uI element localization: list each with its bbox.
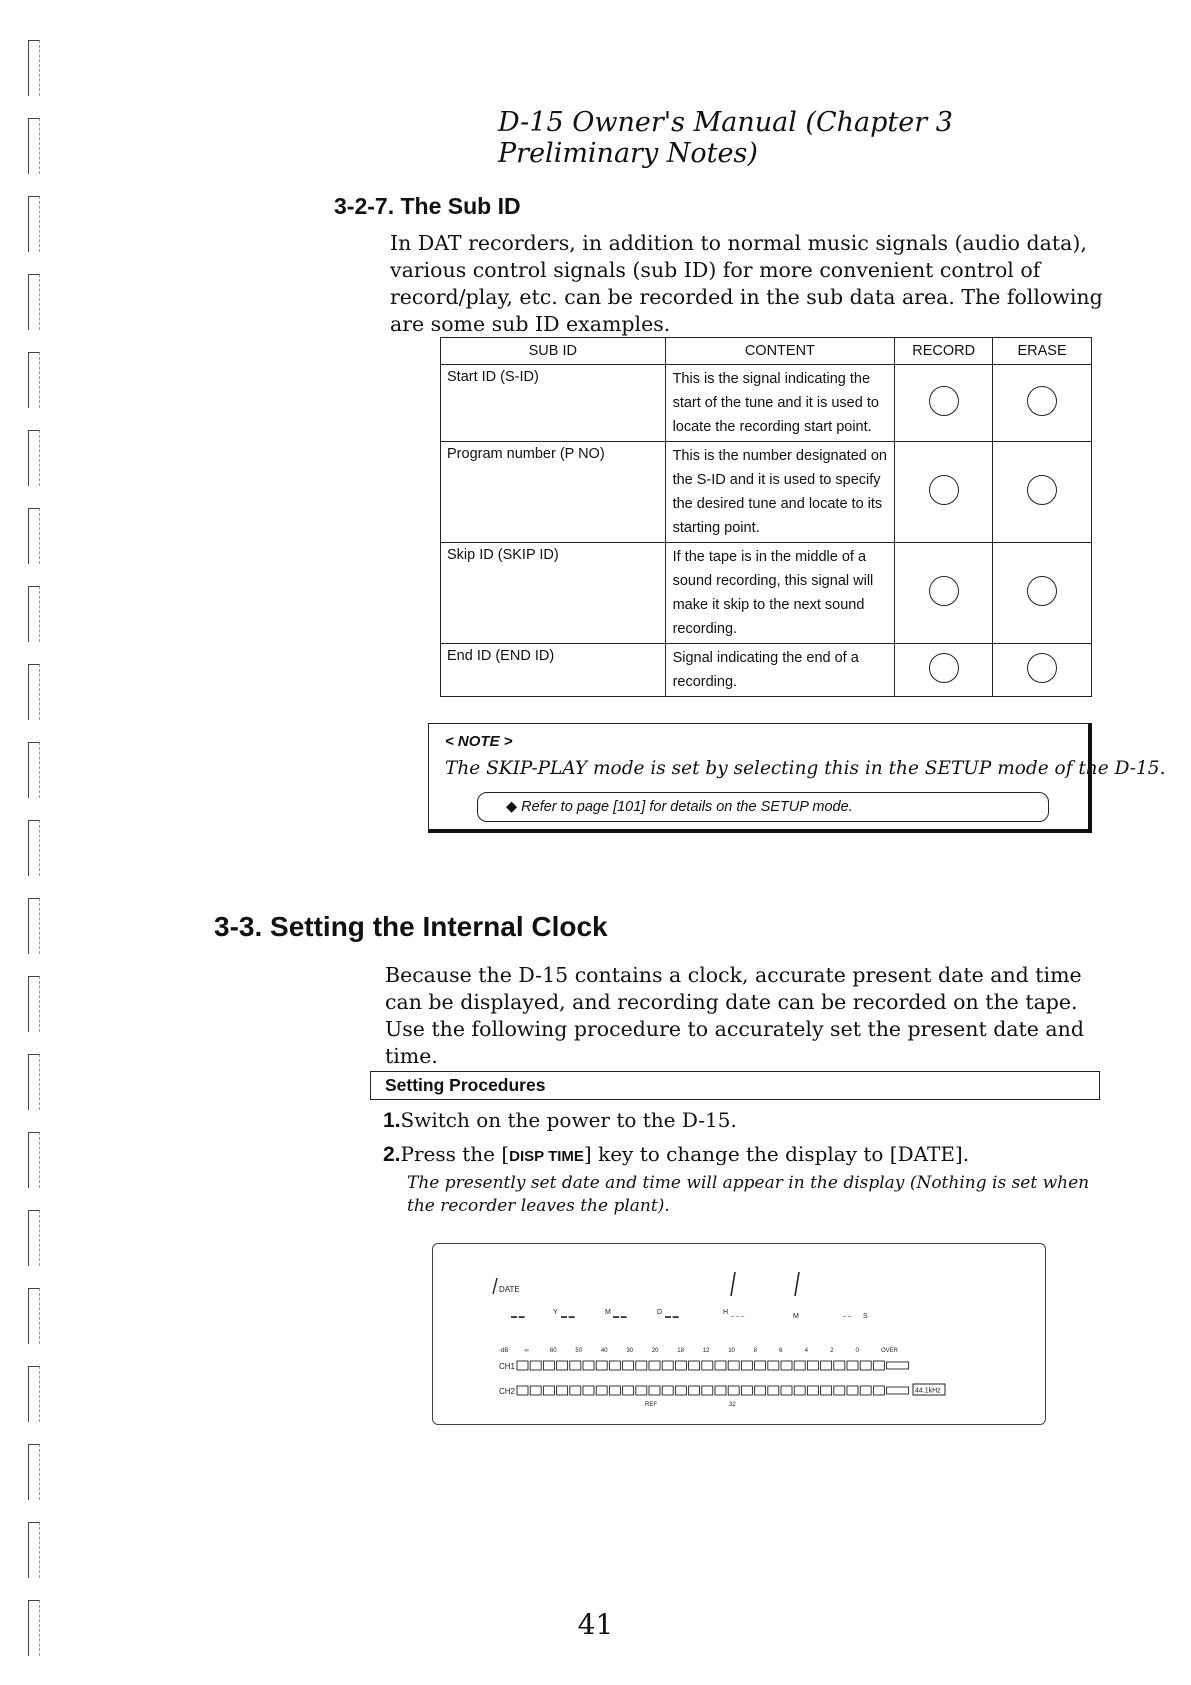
- scale-tick-label: OVER: [881, 1348, 899, 1354]
- meter-over-segment: [887, 1387, 909, 1394]
- column-header: ERASE: [993, 338, 1092, 365]
- sub-id-cell: Program number (P NO): [441, 442, 666, 543]
- meter-segment: [636, 1386, 647, 1395]
- table-header-row: [441, 338, 1092, 365]
- month-label: M: [605, 1309, 611, 1316]
- date-indicator: DATE: [499, 1285, 520, 1294]
- step-note: The presently set date and time will appear in the display (Nothing is set when the recorder leaves the plant).: [407, 1173, 1090, 1216]
- erase-cell: [993, 442, 1092, 543]
- day-label: D: [657, 1309, 663, 1316]
- clock-intro: Because the D-15 contains a clock, accurate present date and time can be displayed, and recording date can be recorded on the tape. Use the following procedure to accurately set the present date and time.: [385, 963, 1084, 1068]
- date-separator-slash: [795, 1272, 799, 1296]
- scale-tick-label: 20: [651, 1348, 659, 1354]
- meter-segment: [715, 1386, 726, 1395]
- page-reference-link[interactable]: ◆ Refer to page [101] for details on the SETUP mode.: [506, 799, 853, 815]
- record-cell: [895, 442, 993, 543]
- meter-segment: [794, 1386, 805, 1395]
- circle-mark-icon: [1027, 386, 1057, 416]
- table-row: [441, 365, 1092, 442]
- note-box: [428, 723, 1166, 833]
- svg-text:– – –: – – –: [731, 1314, 745, 1320]
- note-text: The SKIP-PLAY mode is set by selecting this in the SETUP mode of the D-15.: [445, 758, 1166, 779]
- meter-segment: [596, 1386, 607, 1395]
- ref-indicator: REF: [645, 1402, 657, 1408]
- scale-tick-label: 50: [575, 1348, 583, 1354]
- circle-mark-icon: [1027, 475, 1057, 505]
- circle-mark-icon: [929, 653, 959, 683]
- sub-id-intro: In DAT recorders, in addition to normal music signals (audio data), various control signals (sub ID) for more convenient control of record/play, etc. can be recorded in the sub data area. The following are some sub ID examples.: [390, 231, 1103, 336]
- second-label: S: [863, 1313, 868, 1320]
- column-header: CONTENT: [665, 338, 895, 365]
- content-cell: This is the number designated on the S-ID and it is used to specify the desired tune and locate to its starting point.: [665, 442, 895, 543]
- svg-text:▬ ▬: ▬ ▬: [665, 1314, 679, 1320]
- meter-segment: [675, 1361, 686, 1370]
- record-cell: [895, 543, 993, 644]
- svg-text:▬ ▬: ▬ ▬: [613, 1314, 627, 1320]
- meter-segment: [847, 1361, 858, 1370]
- scale-tick-label: 0: [855, 1348, 859, 1354]
- meter-segment: [860, 1361, 871, 1370]
- table-row: [441, 644, 1092, 697]
- meter-segment: [741, 1361, 752, 1370]
- svg-text:– –: – –: [843, 1314, 852, 1320]
- meter-segment: [570, 1386, 581, 1395]
- hour-label: H: [723, 1309, 729, 1316]
- page-number: 41: [577, 1608, 614, 1641]
- meter-segment: [715, 1361, 726, 1370]
- meter-segment: [807, 1361, 818, 1370]
- disp-time-key-label: DISP TIME: [509, 1148, 584, 1165]
- meter-segment: [543, 1386, 554, 1395]
- lcd-display-illustration: [432, 1243, 1046, 1425]
- meter-segment: [728, 1361, 739, 1370]
- scale-tick-label: 2: [830, 1348, 834, 1354]
- meter-segment: [530, 1386, 541, 1395]
- minute-label: M: [793, 1313, 799, 1320]
- scale-tick-label: -dB: [499, 1348, 509, 1354]
- meter-segment: [609, 1386, 620, 1395]
- erase-cell: [993, 543, 1092, 644]
- step-text: Switch on the power to the D-15.: [400, 1108, 737, 1132]
- record-cell: [895, 365, 993, 442]
- meter-segment: [609, 1361, 620, 1370]
- meter-segment: [702, 1361, 713, 1370]
- meter-segment: [517, 1361, 528, 1370]
- meter-segment: [873, 1361, 884, 1370]
- meter-segment: [728, 1386, 739, 1395]
- circle-mark-icon: [1027, 576, 1057, 606]
- meter-segment: [689, 1386, 700, 1395]
- circle-mark-icon: [1027, 653, 1057, 683]
- step-number: 1.: [383, 1109, 401, 1132]
- sub-id-cell: End ID (END ID): [441, 644, 666, 697]
- meter-segment: [557, 1361, 568, 1370]
- sample-32k-indicator: 32: [729, 1402, 736, 1408]
- sample-rate-indicator: 44.1kHz: [915, 1387, 941, 1395]
- step-1: [383, 1108, 737, 1133]
- lcd-display-svg: [433, 1244, 1045, 1424]
- meter-over-segment: [887, 1362, 909, 1369]
- running-header: D-15 Owner's Manual (Chapter 3 Preliminary Notes): [498, 107, 953, 169]
- scale-tick-label: 10: [728, 1348, 735, 1354]
- meter-segment: [530, 1361, 541, 1370]
- meter-segment: [768, 1361, 779, 1370]
- meter-segment: [649, 1361, 660, 1370]
- column-header: SUB ID: [441, 338, 666, 365]
- lcd-slash-mark: [493, 1278, 497, 1294]
- step-2: [383, 1142, 969, 1167]
- erase-cell: [993, 365, 1092, 442]
- scale-tick-label: 18: [677, 1348, 684, 1354]
- scale-tick-label: 60: [549, 1348, 557, 1354]
- meter-segment: [662, 1361, 673, 1370]
- scale-tick-label: 8: [753, 1348, 758, 1354]
- meter-segment: [675, 1386, 686, 1395]
- binding-marks: [28, 40, 48, 1660]
- circle-mark-icon: [929, 475, 959, 505]
- meter-segment: [821, 1386, 832, 1395]
- meter-segment: [741, 1386, 752, 1395]
- step-text-before: Press the [: [400, 1142, 510, 1166]
- year-label: Y: [553, 1309, 558, 1316]
- meter-scale-labels: [499, 1348, 899, 1354]
- content-cell: Signal indicating the end of a recording.: [665, 644, 895, 697]
- ch2-label: CH2: [499, 1387, 516, 1396]
- meter-segment: [807, 1386, 818, 1395]
- sub-id-table: [440, 337, 1092, 697]
- meter-segment: [755, 1386, 766, 1395]
- step-number: 2.: [383, 1143, 401, 1166]
- svg-text:▬ ▬: ▬ ▬: [511, 1314, 525, 1320]
- date-separator-slash: [731, 1272, 735, 1296]
- content-cell: If the tape is in the middle of a sound recording, this signal will make it skip to the next sound recording.: [665, 543, 895, 644]
- meter-segment: [873, 1386, 884, 1395]
- procedures-header-box: [370, 1071, 1100, 1100]
- note-label: < NOTE >: [445, 733, 513, 750]
- sub-id-cell: Skip ID (SKIP ID): [441, 543, 666, 644]
- sub-id-cell: Start ID (S-ID): [441, 365, 666, 442]
- content-cell: This is the signal indicating the start of the tune and it is used to locate the recording start point.: [665, 365, 895, 442]
- meter-segment: [649, 1386, 660, 1395]
- note-reference-box: [477, 792, 1049, 822]
- meter-segment: [557, 1386, 568, 1395]
- meter-segment: [755, 1361, 766, 1370]
- meter-segment: [583, 1386, 594, 1395]
- step-text-after: ] key to change the display to [DATE].: [583, 1142, 970, 1166]
- meter-segment: [834, 1361, 845, 1370]
- meter-segment: [662, 1386, 673, 1395]
- meter-segment: [860, 1386, 871, 1395]
- meter-segment: [781, 1361, 792, 1370]
- meter-segment: [821, 1361, 832, 1370]
- svg-text:▬ ▬: ▬ ▬: [561, 1314, 575, 1320]
- meter-segment: [834, 1386, 845, 1395]
- scale-tick-label: ∞: [524, 1348, 529, 1354]
- section-heading-sub-id: 3-2-7. The Sub ID: [334, 193, 521, 219]
- erase-cell: [993, 644, 1092, 697]
- meter-segment: [794, 1361, 805, 1370]
- table-row: [441, 543, 1092, 644]
- table-row: [441, 442, 1092, 543]
- meter-segment: [623, 1361, 634, 1370]
- record-cell: [895, 644, 993, 697]
- column-header: RECORD: [895, 338, 993, 365]
- circle-mark-icon: [929, 386, 959, 416]
- meter-segment: [596, 1361, 607, 1370]
- meter-segment: [768, 1386, 779, 1395]
- ch1-label: CH1: [499, 1362, 516, 1371]
- meter-segment: [517, 1386, 528, 1395]
- meter-segment: [543, 1361, 554, 1370]
- section-heading-internal-clock: 3-3. Setting the Internal Clock: [214, 911, 608, 942]
- ch1-level-meter: [517, 1361, 909, 1370]
- scale-tick-label: 30: [626, 1348, 634, 1354]
- scale-tick-label: 4: [804, 1348, 808, 1354]
- ch2-level-meter: [517, 1386, 909, 1395]
- meter-segment: [781, 1386, 792, 1395]
- scale-tick-label: 6: [779, 1348, 783, 1354]
- meter-segment: [570, 1361, 581, 1370]
- procedures-label: Setting Procedures: [385, 1075, 546, 1095]
- meter-segment: [623, 1386, 634, 1395]
- meter-segment: [847, 1386, 858, 1395]
- meter-segment: [583, 1361, 594, 1370]
- circle-mark-icon: [929, 576, 959, 606]
- scale-tick-label: 40: [600, 1348, 608, 1354]
- scale-tick-label: 12: [702, 1348, 710, 1354]
- meter-segment: [689, 1361, 700, 1370]
- meter-segment: [702, 1386, 713, 1395]
- meter-segment: [636, 1361, 647, 1370]
